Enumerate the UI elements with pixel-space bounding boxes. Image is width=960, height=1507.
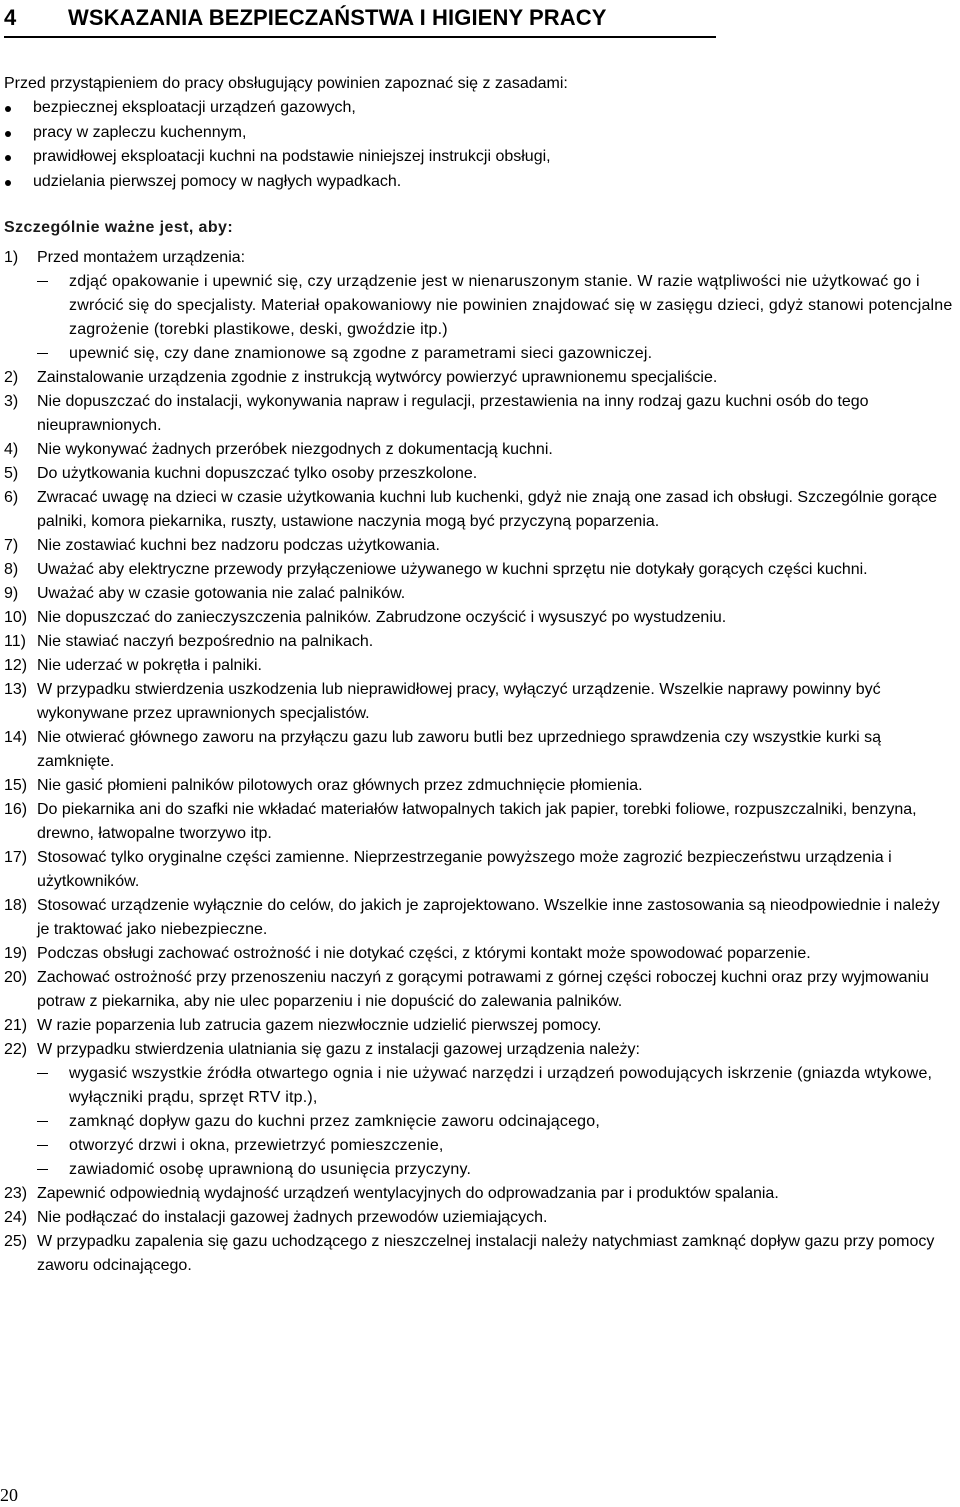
- dash-icon: [37, 1145, 48, 1146]
- item-text: Do piekarnika ani do szafki nie wkładać materiałów łatwopalnych takich jak papier, torebki foliowe, rozpuszczalniki, benzyna, drewno, łatwopalne tworzywo itp.: [37, 801, 917, 842]
- item-text: Zachować ostrożność przy przenoszeniu naczyń z gorącymi potrawami z górnej części roboczej kuchni oraz przy wyjmowaniu potraw z piekarnika, aby nie ulec poparzeniu i nie dopuścić do zalewania palników.: [37, 969, 929, 1010]
- item-number: 16): [4, 801, 28, 818]
- bullet-text: pracy w zapleczu kuchennym,: [33, 123, 247, 141]
- item-number: 14): [4, 729, 28, 746]
- list-item: [4, 1014, 956, 1038]
- dash-icon: [37, 281, 48, 282]
- item-number: 8): [4, 561, 19, 578]
- sub-item: [4, 1062, 956, 1110]
- list-item: [4, 942, 956, 966]
- safety-items-list: [4, 246, 956, 1278]
- item-text: Stosować tylko oryginalne części zamienne. Nieprzestrzeganie powyższego może zagrozić bezpieczeństwu urządzenia i użytkowników.: [37, 849, 892, 890]
- list-item: [4, 846, 956, 894]
- list-item: [4, 534, 956, 558]
- bullet-item: [4, 121, 956, 146]
- bullet-item: [4, 145, 956, 170]
- list-item: [4, 654, 956, 678]
- list-item: [4, 1182, 956, 1206]
- bullet-text: prawidłowej eksploatacji kuchni na podstawie niniejszej instrukcji obsługi,: [33, 148, 551, 165]
- item-number: 6): [4, 489, 19, 506]
- list-item: [4, 366, 956, 390]
- dash-icon: [37, 1121, 48, 1122]
- bullet-list: [4, 96, 956, 194]
- list-item: [4, 1230, 956, 1278]
- item-number: 18): [4, 897, 28, 914]
- list-item: [4, 966, 956, 1014]
- item-number: 17): [4, 849, 28, 866]
- item-text: Nie uderzać w pokrętła i palniki.: [37, 657, 262, 674]
- item-number: 2): [4, 369, 19, 386]
- bullet-text: bezpiecznej eksploatacji urządzeń gazowych,: [33, 99, 356, 116]
- list-item: [4, 678, 956, 726]
- item-number: 11): [4, 633, 26, 650]
- item-text: Stosować urządzenie wyłącznie do celów, do jakich je zaprojektowano. Wszelkie inne zastosowania są nieodpowiednie i należy je traktować jako niebezpieczne.: [37, 897, 940, 938]
- list-item: [4, 1206, 956, 1230]
- list-item: [4, 894, 956, 942]
- sub-item-text: wygasić wszystkie źródła otwartego ognia i nie używać narzędzi i urządzeń powodujących iskrzenie (gniazda wtykowe, wyłączniki prądu, sprzęt RTV itp.),: [69, 1065, 933, 1106]
- item-number: 20): [4, 969, 28, 986]
- item-number: 10): [4, 609, 28, 626]
- list-item: [4, 630, 956, 654]
- sub-item: [4, 342, 956, 366]
- item-text: Nie zostawiać kuchni bez nadzoru podczas użytkowania.: [37, 537, 440, 554]
- item-text: Zwracać uwagę na dzieci w czasie użytkowania kuchni lub kuchenki, gdyż nie znają one zasad ich obsługi. Szczególnie gorące palniki, komora piekarnika, ruszty, ustawione naczynia mogą być przyczyną poparzenia.: [37, 489, 938, 530]
- item-number: 4): [4, 441, 19, 458]
- dash-icon: [37, 1073, 48, 1074]
- list-item: [4, 438, 956, 462]
- item-text: Zapewnić odpowiednią wydajność urządzeń wentylacyjnych do odprowadzania par i produktów spalania.: [37, 1185, 779, 1202]
- item-number: 12): [4, 657, 28, 674]
- sub-item-text: zdjąć opakowanie i upewnić się, czy urządzenie jest w nienaruszonym stanie. W razie wątpliwości nie użytkować go i zwrócić się do specjalisty. Materiał opakowaniowy nie powinien znajdować się w zasięgu dzieci, gdyż stanowi potencjalne zagrożenie (torebki plastikowe, deski, gwoździe itp.): [69, 273, 953, 338]
- bullet-item: [4, 170, 956, 195]
- item-text: Podczas obsługi zachować ostrożność i nie dotykać części, z którymi kontakt może spowodować poparzenie.: [37, 945, 811, 962]
- list-item: [4, 774, 956, 798]
- item-number: 7): [4, 537, 19, 554]
- item-number: 24): [4, 1209, 28, 1226]
- item-number: 13): [4, 681, 28, 698]
- item-text: W przypadku stwierdzenia ulatniania się gazu z instalacji gazowej urządzenia należy:: [37, 1041, 640, 1058]
- sub-item: [4, 1134, 956, 1158]
- item-text: Przed montażem urządzenia:: [37, 249, 246, 266]
- item-text: Nie wykonywać żadnych przeróbek niezgodnych z dokumentacją kuchni.: [37, 441, 553, 458]
- document-page: [4, 0, 956, 1278]
- section-number: 4: [4, 5, 17, 30]
- item-number: 5): [4, 465, 19, 482]
- item-text: W razie poparzenia lub zatrucia gazem niezwłocznie udzielić pierwszej pomocy.: [37, 1017, 602, 1034]
- section-title: WSKAZANIA BEZPIECZAŃSTWA I HIGIENY PRACY: [68, 5, 607, 30]
- sub-item-text: upewnić się, czy dane znamionowe są zgodne z parametrami sieci gazowniczej.: [69, 345, 653, 362]
- item-text: Nie otwierać głównego zaworu na przyłączu gazu lub zaworu butli bez uprzedniego sprawdzenia czy wszystkie kurki są zamknięte.: [37, 729, 881, 770]
- list-item: [4, 582, 956, 606]
- page-number: 20: [0, 1485, 18, 1505]
- list-item: [4, 486, 956, 534]
- list-item: [4, 246, 956, 270]
- item-number: 22): [4, 1041, 28, 1058]
- sub-item: [4, 270, 956, 342]
- item-number: 3): [4, 393, 19, 410]
- sub-item-text: zamknąć dopływ gazu do kuchni przez zamknięcie zaworu odcinającego,: [69, 1113, 601, 1130]
- dash-icon: [37, 1169, 48, 1170]
- bullet-item: [4, 96, 956, 121]
- item-number: 9): [4, 585, 19, 602]
- item-number: 15): [4, 777, 28, 794]
- bullet-text: udzielania pierwszej pomocy w nagłych wypadkach.: [33, 172, 402, 190]
- item-text: Nie dopuszczać do instalacji, wykonywania napraw i regulacji, przestawienia na inny rodzaj gazu kuchni osób do tego nieuprawnionych.: [37, 393, 869, 434]
- section-header: [4, 4, 716, 38]
- intro-block: [4, 72, 956, 194]
- dash-icon: [37, 353, 48, 354]
- list-item: [4, 558, 956, 582]
- item-number: 21): [4, 1017, 28, 1034]
- item-number: 23): [4, 1185, 28, 1202]
- list-item: [4, 726, 956, 774]
- item-text: Nie gasić płomieni palników pilotowych oraz głównych przez zdmuchnięcie płomienia.: [37, 777, 643, 794]
- item-number: 25): [4, 1233, 28, 1250]
- sub-item: [4, 1110, 956, 1134]
- sub-item-text: zawiadomić osobę uprawnioną do usunięcia przyczyny.: [69, 1161, 472, 1178]
- list-item: [4, 798, 956, 846]
- item-text: Nie podłączać do instalacji gazowej żadnych przewodów uziemiających.: [37, 1209, 548, 1226]
- item-text: Nie stawiać naczyń bezpośrednio na palnikach.: [37, 633, 374, 650]
- list-item: [4, 390, 956, 438]
- item-text: Do użytkowania kuchni dopuszczać tylko osoby przeszkolone.: [37, 465, 478, 482]
- list-item: [4, 462, 956, 486]
- sub-item-text: otworzyć drzwi i okna, przewietrzyć pomieszczenie,: [69, 1137, 444, 1154]
- item-text: W przypadku stwierdzenia uszkodzenia lub nieprawidłowej pracy, wyłączyć urządzenie. Wszelkie naprawy powinny być wykonywane przez uprawnionych specjalistów.: [37, 681, 881, 722]
- item-number: 19): [4, 945, 28, 962]
- item-text: W przypadku zapalenia się gazu uchodzącego z nieszczelnej instalacji należy natychmiast zamknąć dopływ gazu przy pomocy zaworu odcinającego.: [37, 1233, 935, 1274]
- important-heading: Szczególnie ważne jest, aby:: [4, 219, 234, 236]
- item-text: Uważać aby w czasie gotowania nie zalać palników.: [37, 585, 406, 602]
- list-item: [4, 606, 956, 630]
- item-text: Nie dopuszczać do zanieczyszczenia palników. Zabrudzone oczyścić i wysuszyć po wystudzeniu.: [37, 609, 727, 626]
- list-item: [4, 1038, 956, 1062]
- item-text: Zainstalowanie urządzenia zgodnie z instrukcją wytwórcy powierzyć uprawnionemu specjaliście.: [37, 369, 718, 386]
- sub-item: [4, 1158, 956, 1182]
- item-text: Uważać aby elektryczne przewody przyłączeniowe używanego w kuchni sprzętu nie dotykały gorących części kuchni.: [37, 561, 868, 578]
- intro-text: Przed przystąpieniem do pracy obsługujący powinien zapoznać się z zasadami:: [4, 75, 568, 92]
- item-number: 1): [4, 249, 19, 266]
